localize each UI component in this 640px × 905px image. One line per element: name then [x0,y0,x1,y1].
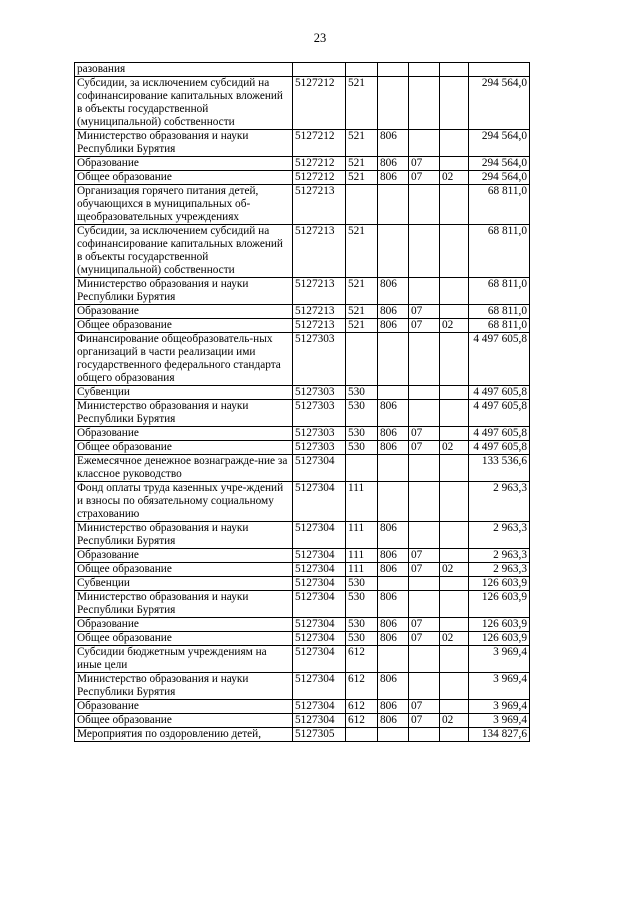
row-department [378,185,409,225]
row-subsection [440,185,469,225]
row-subsection [440,77,469,130]
row-department: 806 [378,522,409,549]
row-expense-type: 530 [346,441,378,455]
table-row [75,333,530,386]
row-amount: 294 564,0 [469,130,530,157]
table-row [75,646,530,673]
row-name: Образование [75,305,293,319]
row-subsection [440,63,469,77]
table-row [75,400,530,427]
row-expense-type: 612 [346,673,378,700]
row-expense-type [346,455,378,482]
row-section [409,577,440,591]
table-row [75,225,530,278]
row-subsection: 02 [440,441,469,455]
row-subsection [440,386,469,400]
row-expense-type: 530 [346,386,378,400]
row-amount: 2 963,3 [469,522,530,549]
row-expense-type: 521 [346,278,378,305]
row-target-code: 5127304 [293,563,346,577]
row-expense-type: 521 [346,77,378,130]
row-expense-type: 612 [346,700,378,714]
row-name: Министерство образования и науки Республики Бурятия [75,591,293,618]
row-subsection: 02 [440,319,469,333]
row-department: 806 [378,427,409,441]
row-name: Министерство образования и науки Республики Бурятия [75,278,293,305]
table-body [75,63,530,742]
row-section: 07 [409,714,440,728]
row-target-code: 5127304 [293,577,346,591]
row-section [409,482,440,522]
row-department: 806 [378,441,409,455]
row-subsection [440,482,469,522]
table-row [75,171,530,185]
table-row [75,319,530,333]
table-row [75,577,530,591]
row-target-code: 5127304 [293,673,346,700]
row-department [378,455,409,482]
row-name: Общее образование [75,319,293,333]
table-row [75,700,530,714]
row-department [378,728,409,742]
row-subsection [440,700,469,714]
row-target-code: 5127304 [293,455,346,482]
row-department: 806 [378,319,409,333]
row-department: 806 [378,171,409,185]
row-amount: 2 963,3 [469,549,530,563]
row-name: Субсидии, за исключением субсидий на софинансирование капитальных вложений в объекты государственной (муниципальной) собственности [75,225,293,278]
row-amount [469,63,530,77]
row-name: Субсидии бюджетным учреждениям на иные цели [75,646,293,673]
table-row [75,427,530,441]
row-amount: 68 811,0 [469,225,530,278]
row-subsection [440,130,469,157]
row-subsection [440,522,469,549]
row-amount: 3 969,4 [469,673,530,700]
row-amount: 68 811,0 [469,305,530,319]
row-amount: 126 603,9 [469,632,530,646]
row-section: 07 [409,563,440,577]
row-target-code: 5127303 [293,400,346,427]
table-row [75,673,530,700]
row-section [409,728,440,742]
row-department [378,225,409,278]
row-target-code: 5127213 [293,225,346,278]
row-department [378,577,409,591]
row-expense-type: 521 [346,319,378,333]
row-target-code: 5127304 [293,646,346,673]
row-department: 806 [378,400,409,427]
row-expense-type: 530 [346,632,378,646]
row-target-code [293,63,346,77]
row-expense-type: 612 [346,646,378,673]
row-section [409,130,440,157]
row-department [378,482,409,522]
row-name: Образование [75,427,293,441]
row-subsection [440,577,469,591]
row-section: 07 [409,700,440,714]
row-section: 07 [409,171,440,185]
row-name: Образование [75,549,293,563]
table-row [75,591,530,618]
row-subsection [440,618,469,632]
row-section [409,185,440,225]
table-row [75,386,530,400]
row-name: Общее образование [75,171,293,185]
budget-table [74,62,530,742]
row-name: Мероприятия по оздоровлению детей, [75,728,293,742]
row-name: Субвенции [75,386,293,400]
row-department [378,386,409,400]
row-expense-type [346,63,378,77]
row-section [409,333,440,386]
row-section: 07 [409,618,440,632]
row-section [409,77,440,130]
row-subsection: 02 [440,632,469,646]
row-expense-type: 530 [346,577,378,591]
row-department [378,63,409,77]
table-row [75,185,530,225]
row-department: 806 [378,632,409,646]
row-subsection [440,591,469,618]
row-subsection [440,225,469,278]
table-row [75,563,530,577]
row-department: 806 [378,673,409,700]
row-expense-type: 111 [346,563,378,577]
row-department [378,333,409,386]
row-amount: 126 603,9 [469,591,530,618]
row-section: 07 [409,305,440,319]
row-department: 806 [378,278,409,305]
row-target-code: 5127303 [293,333,346,386]
row-name: Общее образование [75,441,293,455]
row-expense-type: 530 [346,591,378,618]
table-row [75,63,530,77]
row-target-code: 5127304 [293,714,346,728]
row-name: Министерство образования и науки Республики Бурятия [75,130,293,157]
table-row [75,278,530,305]
row-name: Общее образование [75,563,293,577]
row-subsection [440,455,469,482]
row-department: 806 [378,700,409,714]
table-row [75,728,530,742]
row-amount: 133 536,6 [469,455,530,482]
table-row [75,130,530,157]
row-expense-type: 521 [346,305,378,319]
row-amount: 2 963,3 [469,482,530,522]
row-section [409,455,440,482]
page-number: 23 [313,31,327,45]
row-target-code: 5127305 [293,728,346,742]
row-subsection [440,333,469,386]
row-target-code: 5127212 [293,171,346,185]
row-subsection [440,427,469,441]
row-department: 806 [378,305,409,319]
row-amount: 68 811,0 [469,319,530,333]
row-expense-type: 530 [346,427,378,441]
row-name: разования [75,63,293,77]
row-name: Субсидии, за исключением субсидий на софинансирование капитальных вложений в объекты государственной (муниципальной) собственности [75,77,293,130]
row-name: Министерство образования и науки Республики Бурятия [75,673,293,700]
row-section [409,386,440,400]
row-amount: 4 497 605,8 [469,441,530,455]
row-section [409,522,440,549]
table-row [75,77,530,130]
row-section [409,673,440,700]
row-expense-type: 521 [346,157,378,171]
row-section: 07 [409,632,440,646]
row-expense-type: 111 [346,549,378,563]
row-section: 07 [409,157,440,171]
row-expense-type: 521 [346,130,378,157]
table-row [75,455,530,482]
row-amount: 126 603,9 [469,618,530,632]
row-subsection [440,400,469,427]
row-section [409,278,440,305]
row-subsection [440,278,469,305]
row-department: 806 [378,618,409,632]
row-subsection: 02 [440,714,469,728]
row-amount: 294 564,0 [469,171,530,185]
row-target-code: 5127213 [293,185,346,225]
row-name: Общее образование [75,632,293,646]
row-name: Общее образование [75,714,293,728]
row-target-code: 5127303 [293,386,346,400]
row-target-code: 5127304 [293,700,346,714]
row-amount: 294 564,0 [469,77,530,130]
row-subsection: 02 [440,171,469,185]
row-amount: 3 969,4 [469,700,530,714]
row-expense-type [346,728,378,742]
row-target-code: 5127212 [293,157,346,171]
row-name: Финансирование общеобразователь-ных организаций в части реализации ими государственного федерального стандарта общего образования [75,333,293,386]
row-amount: 4 497 605,8 [469,427,530,441]
row-department: 806 [378,563,409,577]
row-target-code: 5127213 [293,305,346,319]
row-amount: 2 963,3 [469,563,530,577]
row-department: 806 [378,714,409,728]
row-expense-type: 530 [346,400,378,427]
row-subsection [440,646,469,673]
row-subsection [440,305,469,319]
row-target-code: 5127304 [293,522,346,549]
table-row [75,549,530,563]
table-row [75,482,530,522]
table-row [75,305,530,319]
row-subsection [440,549,469,563]
row-amount: 68 811,0 [469,278,530,305]
row-target-code: 5127304 [293,591,346,618]
row-target-code: 5127212 [293,77,346,130]
row-amount: 4 497 605,8 [469,400,530,427]
table-row [75,441,530,455]
row-target-code: 5127303 [293,441,346,455]
row-name: Фонд оплаты труда казенных учре-ждений и взносы по обязательному социальному страхованию [75,482,293,522]
row-name: Образование [75,700,293,714]
row-expense-type: 521 [346,171,378,185]
row-target-code: 5127304 [293,632,346,646]
row-amount: 134 827,6 [469,728,530,742]
row-department [378,77,409,130]
row-amount: 3 969,4 [469,714,530,728]
row-amount: 4 497 605,8 [469,386,530,400]
row-section [409,400,440,427]
row-amount: 126 603,9 [469,577,530,591]
row-subsection [440,157,469,171]
row-amount: 3 969,4 [469,646,530,673]
row-section: 07 [409,549,440,563]
row-department [378,646,409,673]
row-name: Образование [75,157,293,171]
row-target-code: 5127213 [293,278,346,305]
row-name: Ежемесячное денежное вознагражде-ние за классное руководство [75,455,293,482]
row-section: 07 [409,441,440,455]
row-expense-type: 521 [346,225,378,278]
row-subsection [440,673,469,700]
row-section [409,225,440,278]
row-expense-type: 111 [346,482,378,522]
row-target-code: 5127212 [293,130,346,157]
row-department: 806 [378,549,409,563]
row-target-code: 5127213 [293,319,346,333]
row-subsection: 02 [440,563,469,577]
row-target-code: 5127304 [293,549,346,563]
row-name: Организация горячего питания детей, обучающихся в муниципальных об-щеобразовательных учреждениях [75,185,293,225]
row-amount: 294 564,0 [469,157,530,171]
row-target-code: 5127304 [293,482,346,522]
table-row [75,157,530,171]
row-expense-type: 111 [346,522,378,549]
row-section: 07 [409,427,440,441]
row-subsection [440,728,469,742]
row-department: 806 [378,591,409,618]
table-row [75,522,530,549]
row-section [409,646,440,673]
row-target-code: 5127304 [293,618,346,632]
row-name: Субвенции [75,577,293,591]
row-amount: 68 811,0 [469,185,530,225]
row-target-code: 5127303 [293,427,346,441]
table-row [75,714,530,728]
row-expense-type: 612 [346,714,378,728]
row-section [409,63,440,77]
row-section: 07 [409,319,440,333]
table-row [75,618,530,632]
row-expense-type [346,185,378,225]
row-amount: 4 497 605,8 [469,333,530,386]
row-department: 806 [378,130,409,157]
table-row [75,632,530,646]
row-name: Министерство образования и науки Республики Бурятия [75,522,293,549]
row-name: Министерство образования и науки Республики Бурятия [75,400,293,427]
row-section [409,591,440,618]
row-department: 806 [378,157,409,171]
row-expense-type: 530 [346,618,378,632]
row-name: Образование [75,618,293,632]
row-expense-type [346,333,378,386]
